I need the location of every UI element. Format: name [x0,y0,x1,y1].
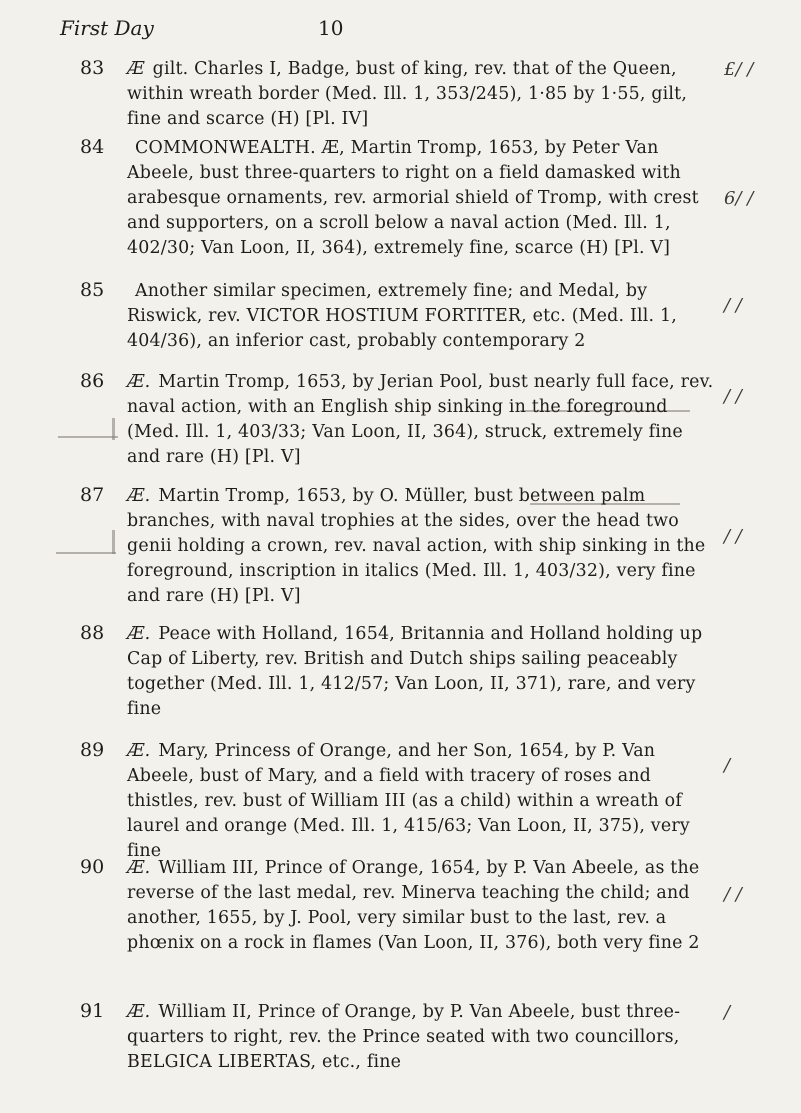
lot-number: 84 [80,136,105,158]
handwritten-price: / / [724,884,742,905]
handwritten-price: £/ / [724,59,754,80]
handwritten-price: / / [724,526,742,547]
metal-prefix: Æ. [127,858,151,878]
metal-prefix: Æ. [127,624,151,644]
lot-description [127,622,717,722]
metal-prefix: Æ. [127,372,151,392]
lot-text: Martin Tromp, 1653, by O. Müller, bust between palm branches, with naval trophies at the sides, over the head two genii holding a crown, rev. naval action, with ship sinking in the foreground, inscription in italics (Med. Ill. 1, 403/32), very fine and rare (H) [Pl. V] [127,486,706,606]
lot-text: Peace with Holland, 1654, Britannia and Holland holding up Cap of Liberty, rev. British and Dutch ships sailing peaceably together (Med. Ill. 1, 412/57; Van Loon, II, 371), rare, and very fine [127,624,703,719]
metal-prefix: Æ. [127,486,151,506]
lot-number: 88 [80,622,105,644]
lot-number: 85 [80,279,105,301]
lot-description [127,739,717,864]
lot-description [127,370,717,470]
pencil-mark [58,436,118,438]
metal-prefix: Æ. [127,1002,151,1022]
pencil-mark [112,530,115,554]
handwritten-price: / [724,755,731,776]
lot-text: Mary, Princess of Orange, and her Son, 1654, by P. Van Abeele, bust of Mary, and a field with tracery of roses and thistles, rev. bust of William III (as a child) within a wreath of laurel and orange (Med. Ill. 1, 415/63; Van Loon, II, 375), very fine [127,741,690,861]
handwritten-price: / / [724,295,742,316]
lot-number: 91 [80,1000,105,1022]
handwritten-price: / [724,1002,731,1023]
lot-description [127,279,717,354]
lot-text: Martin Tromp, 1653, by Jerian Pool, bust nearly full face, rev. naval action, with an English ship sinking in the foreground (Med. Ill. 1, 403/33; Van Loon, II, 364), struck, extremely fine and rare (H) [Pl. V] [127,372,714,467]
lot-description [127,856,717,956]
lot-text: Another similar specimen, extremely fine; and Medal, by Riswick, rev. VICTOR HOSTIUM FORTITER, etc. (Med. Ill. 1, 404/36), an inferior cast, probably contemporary 2 [127,281,678,351]
metal-prefix: Æ. [127,741,151,761]
lot-description [127,484,717,609]
lot-number: 90 [80,856,105,878]
lot-number: 86 [80,370,105,392]
handwritten-price: 6/ / [724,188,754,209]
lot-text: William III, Prince of Orange, 1654, by P. Van Abeele, as the reverse of the last medal, rev. Minerva teaching the child; and another, 1655, by J. Pool, very similar bust to the last, rev. a phœnix on a rock in flames (Van Loon, II, 376), both very fine 2 [127,858,700,953]
running-head: First Day [60,16,154,40]
lot-number: 89 [80,739,105,761]
lot-number: 87 [80,484,105,506]
page-header [60,16,760,42]
lot-text: COMMONWEALTH. Æ, Martin Tromp, 1653, by Peter Van Abeele, bust three-quarters to right on a field damasked with arabesque ornaments, rev. armorial shield of Tromp, with crest and supporters, on a scroll below a naval action (Med. Ill. 1, 402/30; Van Loon, II, 364), extremely fine, scarce (H) [Pl. V] [127,138,699,258]
lot-number: 83 [80,57,105,79]
lot-text: William II, Prince of Orange, by P. Van Abeele, bust three-quarters to right, rev. the Prince seated with two councillors, BELGICA LIBERTAS, etc., fine [127,1002,681,1072]
handwritten-price: / / [724,386,742,407]
pencil-mark [56,552,116,554]
lot-description [127,1000,717,1075]
lot-text: gilt. Charles I, Badge, bust of king, rev. that of the Queen, within wreath border (Med. Ill. 1, 353/245), 1·85 by 1·55, gilt, fine and scarce (H) [Pl. IV] [127,59,688,129]
page-number: 10 [318,16,344,40]
lot-description [127,136,717,261]
metal-prefix: Æ [127,59,145,79]
lot-description [127,57,717,132]
